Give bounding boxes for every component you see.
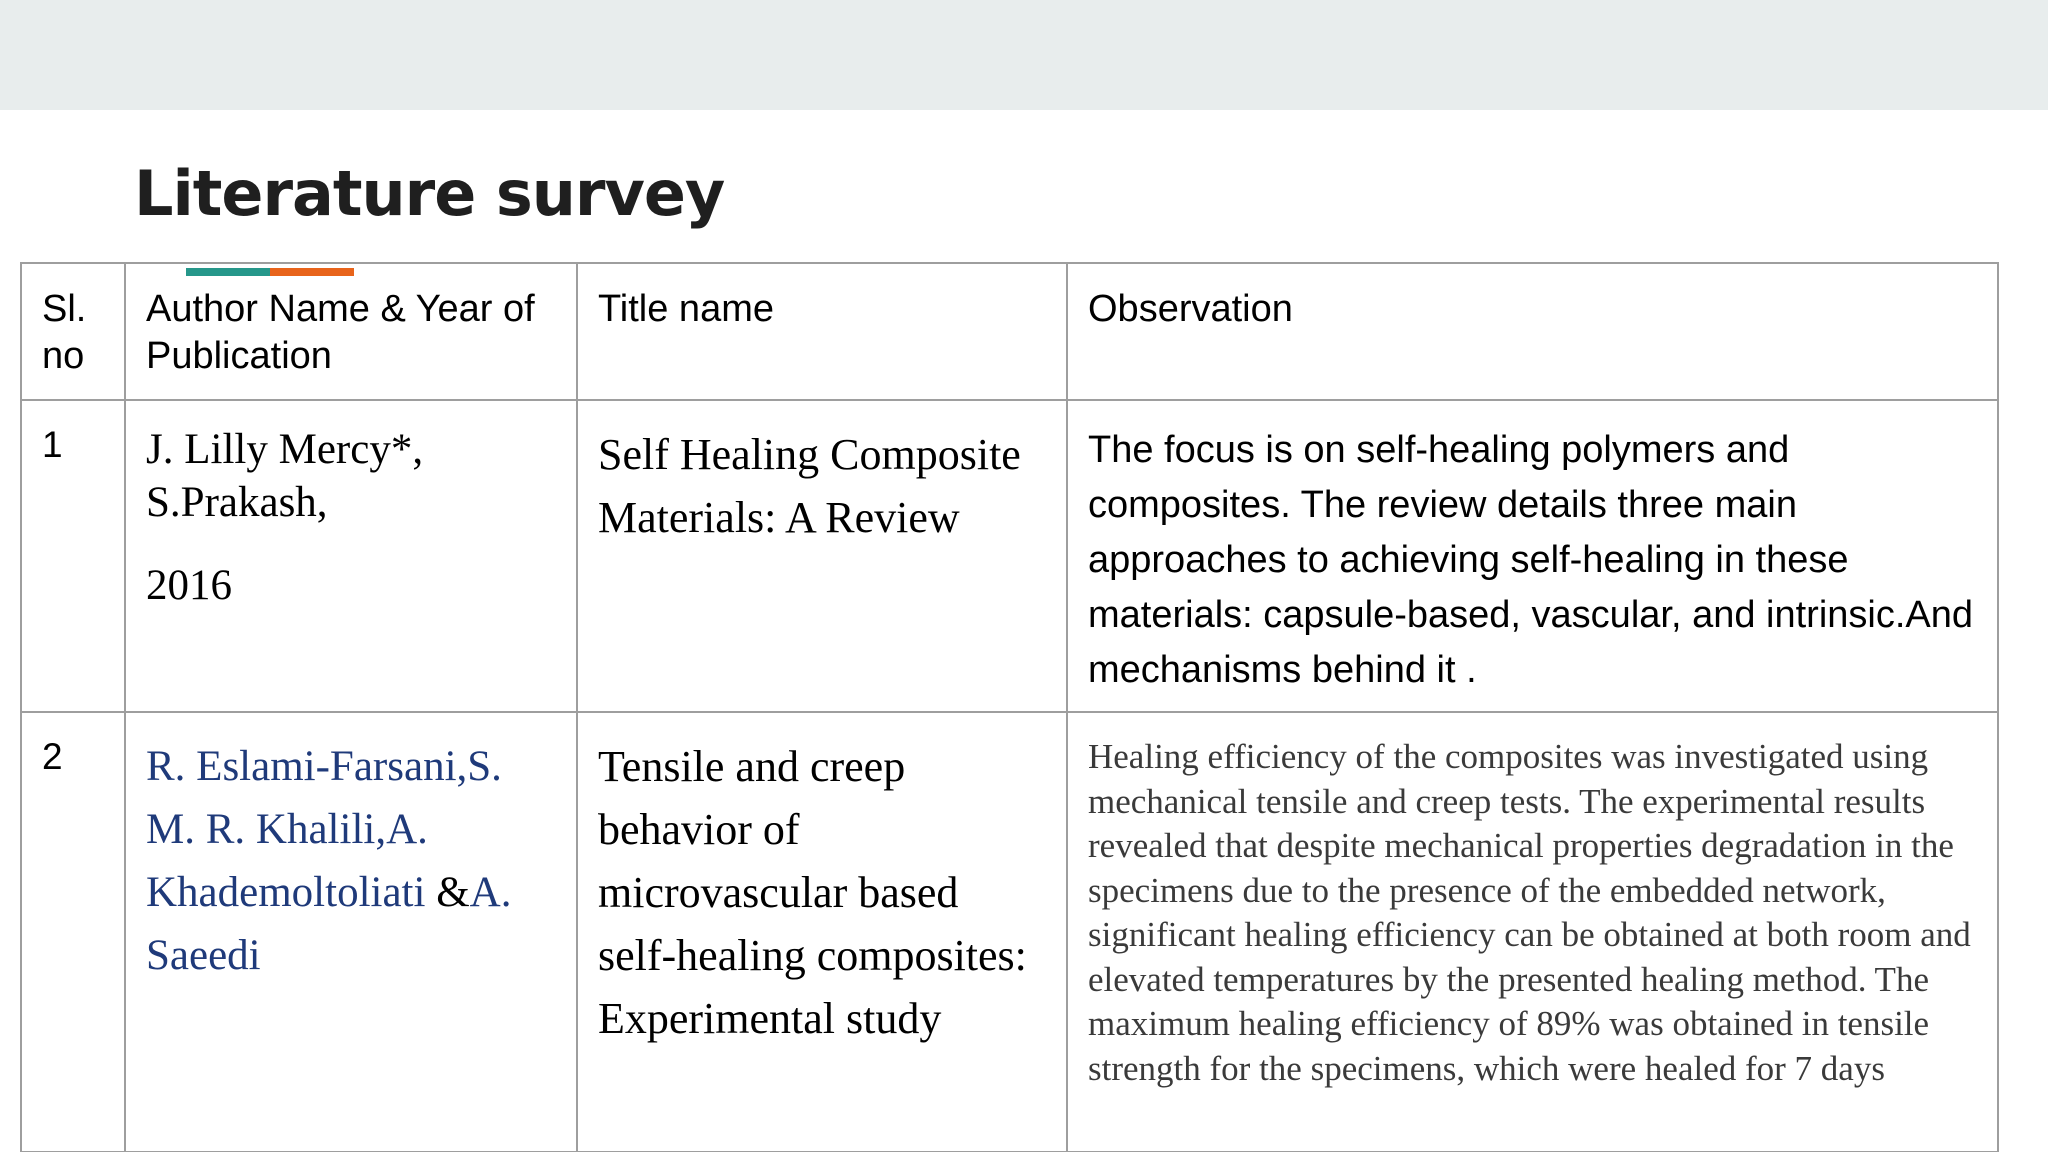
author-ampersand: & [436, 869, 470, 916]
header-title: Title name [577, 263, 1067, 400]
table-row [21, 712, 1998, 1152]
row-title: Self Healing Composite Materials: A Review [577, 400, 1067, 712]
author-names: R. Eslami-Farsani,S. M. R. Khalili,A. Khademoltoliati [146, 743, 502, 916]
table-header-row [21, 263, 1998, 400]
author-names-last: A. Saeedi [146, 869, 512, 979]
header-author: Author Name & Year of Publication [125, 263, 577, 400]
row-sl-no: 2 [21, 712, 125, 1152]
row-observation: Healing efficiency of the composites was investigated using mechanical tensile and creep tests. The experimental results revealed that despite mechanical properties degradation in the specimens due to the presence of the embedded network, significant healing efficiency can be obtained at both room and elevated temperatures by the presented healing method. The maximum healing efficiency of 89% was obtained in tensile strength for the specimens, which were healed for 7 days [1067, 712, 1998, 1152]
publication-year: 2016 [146, 562, 232, 609]
row-observation: The focus is on self-healing polymers and composites. The review details three main approaches to achieving self-healing in these materials: capsule-based, vascular, and intrinsic.And mechanisms behind it . [1067, 400, 1998, 712]
row-title: Tensile and creep behavior of microvascular based self-healing composites: Experimental study [577, 712, 1067, 1152]
row-authors [125, 712, 577, 1152]
author-names: J. Lilly Mercy*, S.Prakash, [146, 426, 424, 526]
top-band [0, 0, 2048, 110]
header-observation: Observation [1067, 263, 1998, 400]
slide-title: Literature survey [134, 157, 725, 230]
table-row [21, 400, 1998, 712]
literature-table [20, 262, 1999, 1152]
row-sl-no: 1 [21, 400, 125, 712]
header-sl-no: Sl. no [21, 263, 125, 400]
row-authors [125, 400, 577, 712]
